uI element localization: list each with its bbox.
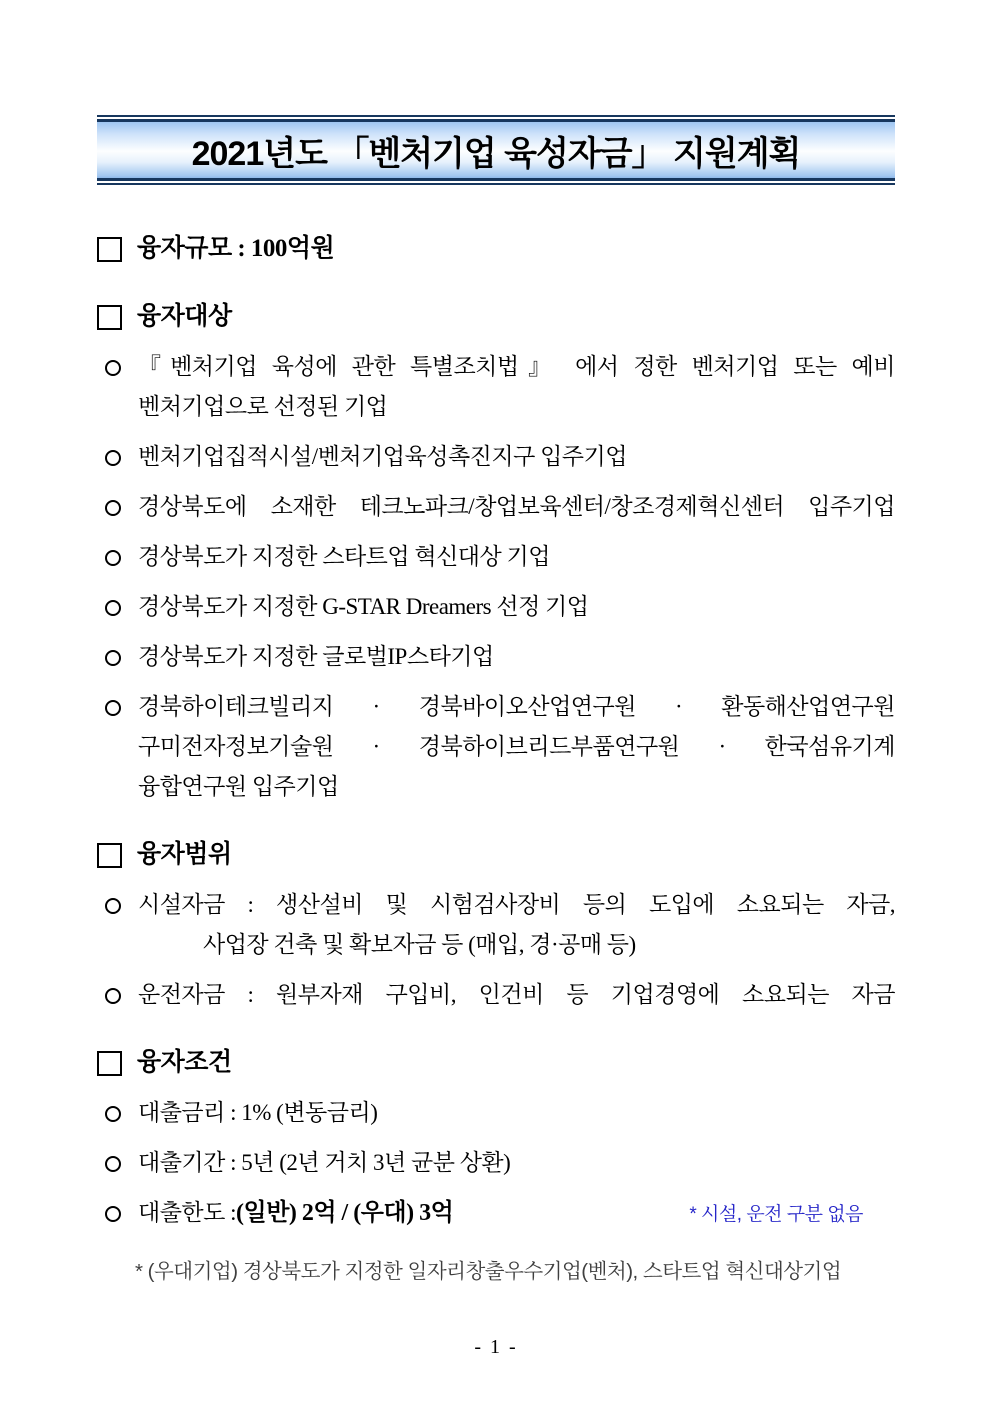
preferential-company-footnote: * (우대기업) 경상북도가 지정한 일자리창출우수기업(벤처), 스타트업 혁신대상기업 bbox=[135, 1260, 842, 1283]
item-text bbox=[138, 637, 895, 677]
list-item bbox=[97, 1093, 895, 1133]
page-number: - 1 - bbox=[474, 1336, 518, 1358]
item-text bbox=[138, 687, 895, 807]
title-banner-fill bbox=[97, 119, 895, 181]
circle-bullet-icon bbox=[105, 650, 121, 666]
circle-bullet-icon bbox=[105, 898, 121, 914]
item-line: 벤처기업으로 선정된 기업 bbox=[138, 394, 388, 419]
item-line: 경상북도가 지정한 글로벌IP스타기업 bbox=[138, 644, 494, 669]
item-line: 운전자금 : 원부자재 구입비, 인건비 등 기업경영에 소요되는 자금 bbox=[138, 982, 895, 1007]
list-item bbox=[97, 487, 895, 527]
square-bullet-icon bbox=[97, 1051, 122, 1076]
loan-limit-note: * 시설, 운전 구분 없음 bbox=[689, 1204, 863, 1225]
item-text bbox=[138, 1193, 895, 1235]
list-item bbox=[97, 885, 895, 965]
loan-limit-label: 대출한도 : bbox=[138, 1200, 237, 1225]
square-bullet-icon bbox=[97, 237, 122, 262]
item-text bbox=[138, 537, 895, 577]
circle-bullet-icon bbox=[105, 550, 121, 566]
document-title: 2021년도 「벤처기업 육성자금」 지원계획 bbox=[191, 134, 801, 173]
section-loan-conditions bbox=[97, 1043, 895, 1287]
item-text bbox=[138, 1093, 895, 1133]
square-bullet-icon bbox=[97, 843, 122, 868]
item-text bbox=[138, 975, 895, 1015]
section-heading-loan-scale: 융자규모 : 100억원 bbox=[137, 235, 335, 262]
section-loan-scale bbox=[97, 229, 895, 269]
list-item bbox=[97, 1193, 895, 1235]
title-banner bbox=[97, 115, 895, 185]
circle-bullet-icon bbox=[105, 988, 121, 1004]
item-line: 경북하이테크빌리지 · 경북바이오산업연구원 · 환동해산업연구원 bbox=[138, 694, 895, 719]
section-heading-loan-target: 융자대상 bbox=[137, 303, 232, 330]
list-item bbox=[97, 347, 895, 427]
loan-limit-value: (일반) 2억 / (우대) 3억 bbox=[236, 1200, 454, 1226]
circle-bullet-icon bbox=[105, 1156, 121, 1172]
section-heading-row bbox=[97, 835, 895, 875]
list-item bbox=[97, 975, 895, 1015]
item-line: 대출금리 : 1% (변동금리) bbox=[138, 1100, 378, 1125]
list-item bbox=[97, 1143, 895, 1183]
section-heading-row bbox=[97, 229, 895, 269]
item-text bbox=[138, 587, 895, 627]
item-line: 대출기간 : 5년 (2년 거치 3년 균분 상환) bbox=[138, 1150, 511, 1175]
circle-bullet-icon bbox=[105, 450, 121, 466]
circle-bullet-icon bbox=[105, 360, 121, 376]
loan-limit-line bbox=[138, 1193, 895, 1235]
item-text bbox=[138, 1143, 895, 1183]
section-heading-loan-conditions: 융자조건 bbox=[137, 1049, 232, 1076]
circle-bullet-icon bbox=[105, 500, 121, 516]
item-text bbox=[138, 437, 895, 477]
item-line: 벤처기업집적시설/벤처기업육성촉진지구 입주기업 bbox=[138, 444, 627, 469]
item-line: 시설자금 : 생산설비 및 시험검사장비 등의 도입에 소요되는 자금, bbox=[138, 892, 895, 917]
list-item bbox=[97, 437, 895, 477]
circle-bullet-icon bbox=[105, 700, 121, 716]
section-heading-loan-range: 융자범위 bbox=[137, 841, 232, 868]
item-line: 『벤처기업 육성에 관한 특별조치법』 에서 정한 벤처기업 또는 예비 bbox=[138, 354, 895, 379]
circle-bullet-icon bbox=[105, 600, 121, 616]
list-item bbox=[97, 537, 895, 577]
document-body bbox=[97, 229, 895, 1287]
circle-bullet-icon bbox=[105, 1106, 121, 1122]
item-line: 사업장 건축 및 확보자금 등 (매입, 경·공매 등) bbox=[203, 932, 636, 957]
list-item bbox=[97, 687, 895, 807]
item-line: 경상북도가 지정한 스타트업 혁신대상 기업 bbox=[138, 544, 550, 569]
section-loan-target bbox=[97, 297, 895, 807]
item-line: 구미전자정보기술원 · 경북하이브리드부품연구원 · 한국섬유기계 bbox=[138, 734, 895, 759]
circle-bullet-icon bbox=[105, 1206, 121, 1222]
item-line: 경상북도에 소재한 테크노파크/창업보육센터/창조경제혁신센터 입주기업 bbox=[138, 494, 895, 519]
item-text bbox=[138, 347, 895, 427]
item-text bbox=[138, 487, 895, 527]
list-item bbox=[97, 587, 895, 627]
list-item bbox=[97, 637, 895, 677]
section-loan-range bbox=[97, 835, 895, 1015]
section-heading-row bbox=[97, 297, 895, 337]
section-heading-row bbox=[97, 1043, 895, 1083]
item-line: 경상북도가 지정한 G-STAR Dreamers 선정 기업 bbox=[138, 594, 589, 619]
item-text bbox=[138, 885, 895, 965]
item-line: 융합연구원 입주기업 bbox=[138, 774, 339, 799]
square-bullet-icon bbox=[97, 305, 122, 330]
